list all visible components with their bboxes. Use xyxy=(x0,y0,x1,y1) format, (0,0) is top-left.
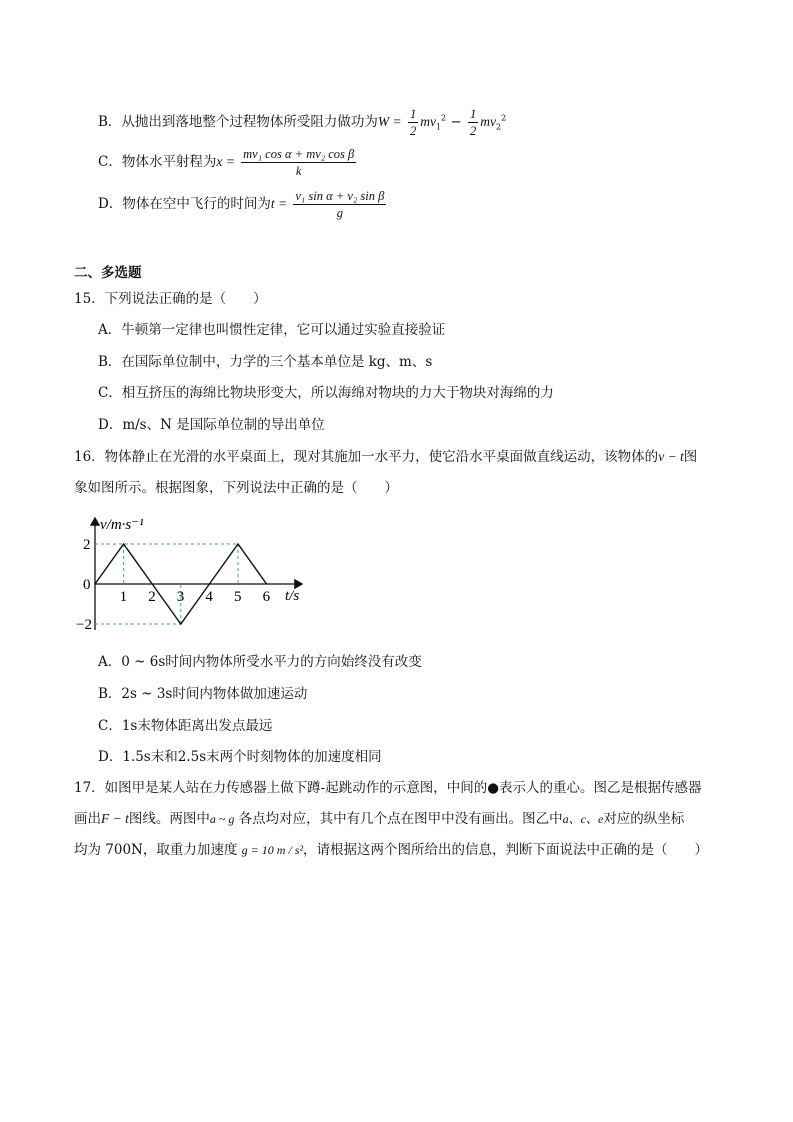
q17-line2-text-c: 各点均对应，其中有几个点在图甲中没有画出。图乙中 xyxy=(238,811,563,827)
q17-line3 xyxy=(74,840,708,860)
q15-option-a: A．牛顿第一定律也叫惯性定律，它可以通过实验直接验证 xyxy=(98,322,446,338)
fraction-half-1: $\frac{1}{2}$ xyxy=(409,107,417,138)
q14-option-d-lhs: t = xyxy=(270,196,288,211)
q15-option-d: D．m/s、N 是国际单位制的导出单位 xyxy=(98,417,325,433)
y-axis-label: v/m·s⁻¹ xyxy=(100,517,144,533)
q14-option-d-fraction: $\frac{\text{v₁ sin α + v₂ sin β}}{g}$ xyxy=(295,189,385,220)
q17-line2-math2: a ~ g xyxy=(209,812,235,826)
q16-option-b: B．2s ~ 3s时间内物体做加速运动 xyxy=(98,686,308,702)
q16-stem-line2: 象如图所示。根据图象，下列说法中正确的是（ ） xyxy=(74,480,398,496)
q16-stem-math: v − t xyxy=(658,449,684,464)
q14-option-b-text: B．从抛出到落地整个过程物体所受阻力做功为 xyxy=(98,114,378,130)
q14-option-c-text: C．物体水平射程为 xyxy=(98,154,217,170)
minus-sign: − xyxy=(450,114,462,130)
q17-line2-text-d: 对应的纵坐标 xyxy=(603,811,685,827)
x-tick-label: 4 xyxy=(205,589,213,605)
q14-option-d-text: D．物体在空中飞行的时间为 xyxy=(98,196,271,212)
fraction-half-2: $\frac{1}{2}$ xyxy=(470,107,477,138)
q16-option-c: C．1s末物体距离出发点最远 xyxy=(98,718,273,734)
q16-option-a: A．0 ~ 6s时间内物体所受水平力的方向始终没有改变 xyxy=(98,654,422,670)
q17-line2-text-a: 画出 xyxy=(74,811,101,827)
sup-1: 2 xyxy=(441,113,447,123)
q16-stem-text-a: 16．物体静止在光滑的水平桌面上，现对其施加一水平力，使它沿水平桌面做直线运动，该物体的 xyxy=(74,449,659,465)
q15-option-b: B．在国际单位制中，力学的三个基本单位是 kg、m、s xyxy=(98,354,433,370)
sub-2: 2 xyxy=(496,122,502,132)
q14-option-b xyxy=(98,106,506,139)
x-tick-label: 0 xyxy=(83,577,91,593)
q15-stem: 15．下列说法正确的是（ ） xyxy=(74,291,267,307)
section-title: 二、多选题 xyxy=(74,265,142,281)
y-tick-label: −2 xyxy=(76,617,92,633)
q14-option-d xyxy=(98,188,388,221)
q17-line2 xyxy=(74,809,684,829)
sub-1: 1 xyxy=(435,122,442,132)
x-tick-label: 5 xyxy=(234,589,242,605)
vt-graph xyxy=(76,508,316,638)
x-tick-label: 6 xyxy=(262,589,271,605)
q17-line2-math1: F − t xyxy=(101,811,129,826)
term-mv2: mv xyxy=(480,114,497,129)
term-mv1: mv xyxy=(420,114,436,129)
q15-option-c: C．相互挤压的海绵比物块形变大，所以海绵对物块的力大于物块对海绵的力 xyxy=(98,385,554,401)
x-tick-label: 3 xyxy=(176,589,185,605)
q17-line3-text-a: 均为 700N，取重力加速度 xyxy=(74,842,238,858)
x-axis-label: t/s xyxy=(285,588,300,604)
q17-line3-text-b: ，请根据这两个图所给出的信息，判断下面说法中正确的是（ ） xyxy=(303,842,709,858)
x-tick-label: 1 xyxy=(119,589,128,605)
y-tick-label: 2 xyxy=(83,537,91,553)
q14-option-c xyxy=(98,146,358,179)
q14-option-c-fraction: $\frac{\text{mv₁ cos α + mv₂ cos β}}{k}$ xyxy=(243,147,355,178)
q17-line3-math: g = 10 m / s² xyxy=(241,843,304,857)
q16-stem-line1 xyxy=(74,447,697,467)
q14-option-b-lhs: W = xyxy=(377,114,402,129)
q17-line2-math3: a、c、e xyxy=(562,812,604,826)
q16-option-d: D．1.5s末和2.5s末两个时刻物体的加速度相同 xyxy=(98,749,382,765)
sup-2: 2 xyxy=(501,113,507,123)
q17-line1: 17．如图甲是某人站在力传感器上做下蹲-起跳动作的示意图，中间的●表示人的重心。图乙是根据传感器 xyxy=(74,780,702,796)
q14-option-c-lhs: x = xyxy=(216,154,235,169)
q16-stem-text-b: 图 xyxy=(683,449,698,465)
x-tick-label: 2 xyxy=(148,589,156,605)
q17-line2-text-b: 图线。两图中 xyxy=(128,811,210,827)
